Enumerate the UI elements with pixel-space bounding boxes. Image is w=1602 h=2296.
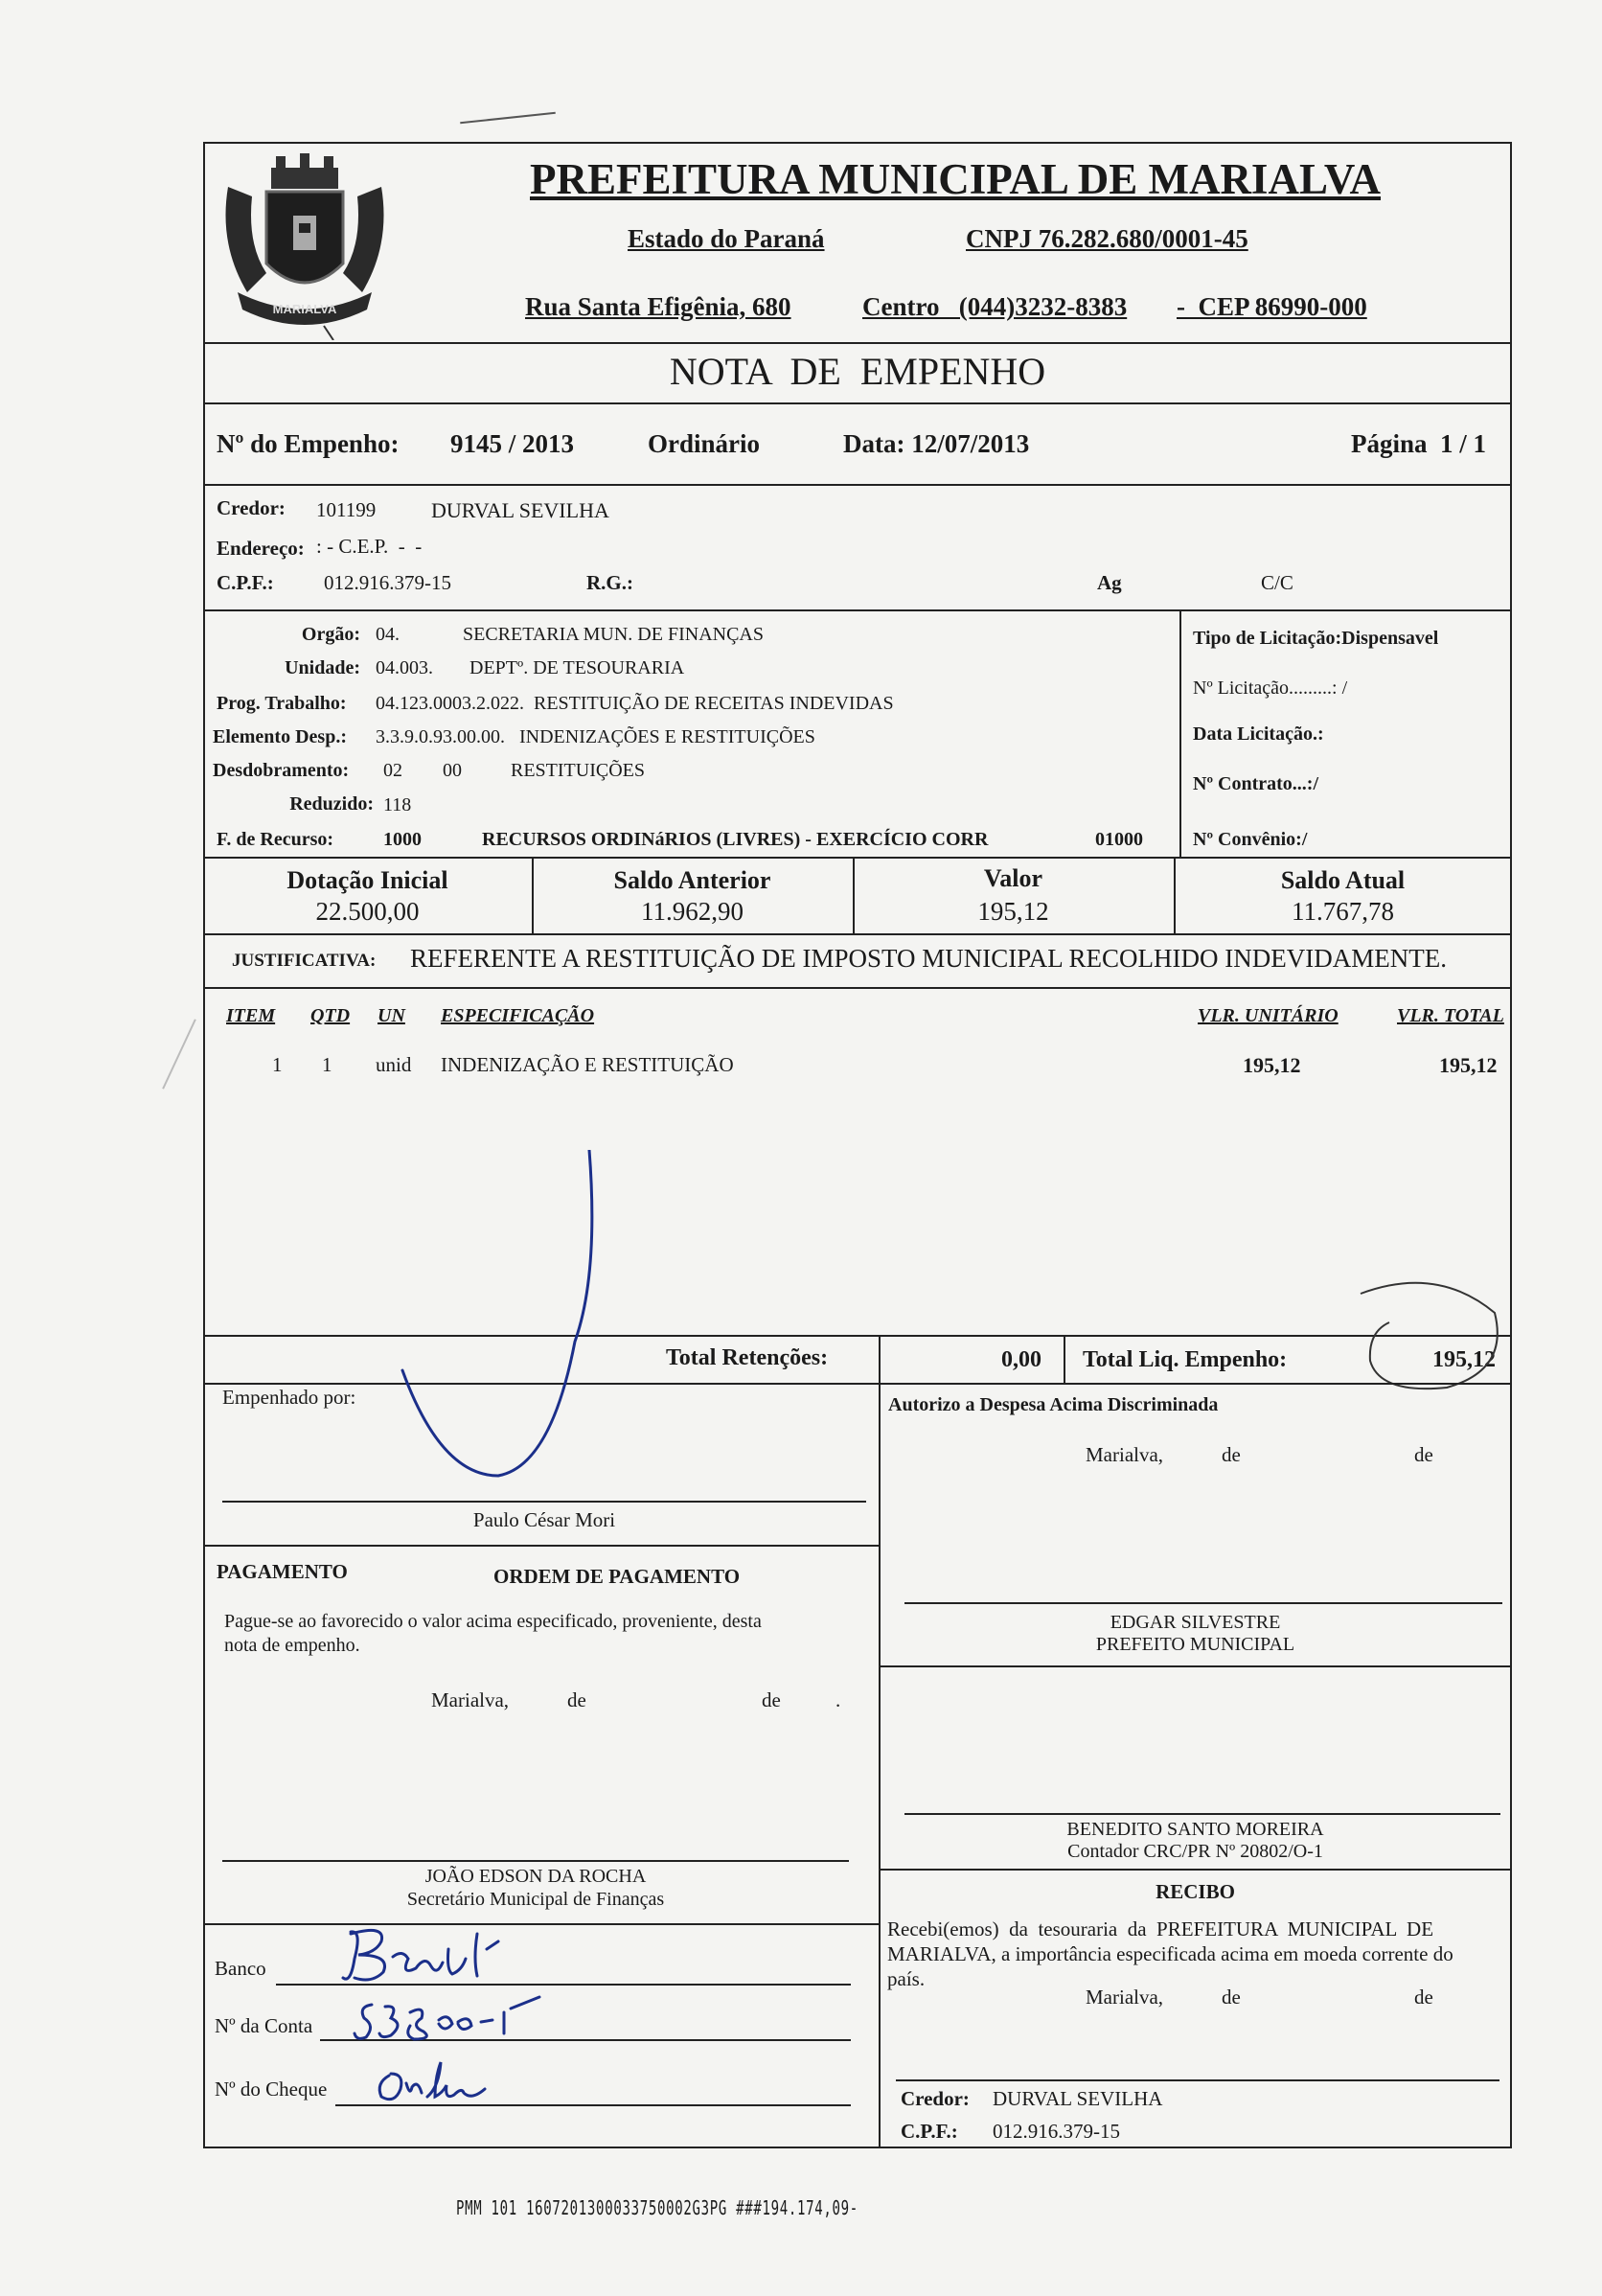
autorizo-de1: de [1222, 1443, 1241, 1466]
reduzido-label: Reduzido: [289, 793, 374, 815]
contrato-numero: Nº Contrato...:/ [1193, 773, 1319, 794]
col-qtd: QTD [310, 1005, 351, 1026]
credor-code: 101199 [316, 498, 377, 521]
pagamento-text-1: Pague-se ao favorecido o valor acima especificado, proveniente, desta [224, 1611, 762, 1632]
district-phone: Centro (044)3232-8383 [862, 292, 1128, 321]
prog-trabalho-value: 04.123.0003.2.022. RESTITUIÇÃO DE RECEITAS INDEVIDAS [376, 693, 894, 714]
recibo-cpf-value: 012.916.379-15 [993, 2120, 1120, 2143]
saldo-anterior-label: Saldo Anterior [613, 866, 771, 894]
recibo-credor-name: DURVAL SEVILHA [993, 2087, 1163, 2110]
unidade-name: DEPTº. DE TESOURARIA [469, 657, 685, 678]
municipality-title: PREFEITURA MUNICIPAL DE MARIALVA [530, 155, 1382, 203]
col-especificacao: ESPECIFICAÇÃO [441, 1005, 595, 1026]
recibo-city: Marialva, [1086, 1986, 1164, 2009]
item-un: unid [376, 1053, 412, 1076]
recurso-name: RECURSOS ORDINáRIOS (LIVRES) - EXERCÍCIO CORR [482, 829, 989, 850]
cc-label: C/C [1261, 571, 1293, 594]
justificativa-label: JUSTIFICATIVA: [232, 951, 377, 971]
item-qtd: 1 [322, 1053, 332, 1076]
empenhado-label: Empenhado por: [222, 1386, 356, 1409]
col-vlr-unitario: VLR. UNITÁRIO [1198, 1005, 1339, 1026]
cheque-label: Nº do Cheque [215, 2078, 328, 2101]
ag-label: Ag [1097, 571, 1122, 594]
scan-mark [460, 112, 556, 124]
address-value: : - C.E.P. - - [316, 535, 423, 558]
pagamento-label: PAGAMENTO [217, 1560, 348, 1583]
cnpj: CNPJ 76.282.680/0001-45 [966, 224, 1248, 253]
street-address: Rua Santa Efigênia, 680 [525, 292, 791, 321]
ordem-pagamento-label: ORDEM DE PAGAMENTO [493, 1565, 741, 1588]
desdobramento-b: 00 [443, 760, 462, 781]
crest-banner-text: MARIALVA [272, 302, 337, 316]
empenho-type: Ordinário [648, 429, 761, 458]
valor-label: Valor [983, 864, 1043, 892]
total-liq-value: 195,12 [1432, 1347, 1496, 1372]
pagamento-text-2: nota de empenho. [224, 1635, 360, 1656]
total-liq-label: Total Liq. Empenho: [1083, 1347, 1288, 1372]
contador-role: Contador CRC/PR Nº 20802/O-1 [1067, 1841, 1323, 1862]
footer-code: PMM 101 1607201300033750002G3PG ###194.174,09- [456, 2196, 858, 2219]
document-title: NOTA DE EMPENHO [669, 350, 1046, 393]
pagamento-de1: de [567, 1688, 586, 1711]
elemento-label: Elemento Desp.: [213, 726, 347, 747]
desdobramento-label: Desdobramento: [213, 760, 350, 781]
justificativa-text: REFERENTE A RESTITUIÇÃO DE IMPOSTO MUNICIPAL RECOLHIDO INDEVIDAMENTE. [410, 944, 1447, 973]
orgao-code: 04. [376, 624, 400, 645]
saldo-anterior-value: 11.962,90 [641, 897, 744, 926]
reduzido-value: 118 [383, 794, 412, 815]
secretario-name: JOÃO EDSON DA ROCHA [424, 1866, 647, 1887]
cpf-label: C.P.F.: [217, 571, 274, 594]
autorizo-de2: de [1414, 1443, 1433, 1466]
recibo-text-2: MARIALVA, a importância especificada acima em moeda corrente do [887, 1942, 1453, 1965]
handwritten-circle [1341, 1274, 1509, 1413]
desdobramento-name: RESTITUIÇÕES [511, 760, 645, 781]
autorizo-city: Marialva, [1086, 1443, 1164, 1466]
elemento-value: 3.3.9.0.93.00.00. INDENIZAÇÕES E RESTITUIÇÕES [376, 726, 815, 747]
state-name: Estado do Paraná [628, 224, 825, 253]
item-number: 1 [272, 1053, 283, 1076]
cheque-handwriting [372, 2058, 506, 2111]
dotacao-label: Dotação Inicial [286, 866, 448, 894]
item-vlr-total: 195,12 [1439, 1053, 1498, 1077]
item-vlr-unitario: 195,12 [1243, 1053, 1301, 1077]
item-especificacao: INDENIZAÇÃO E RESTITUIÇÃO [441, 1053, 734, 1076]
credor-name: DURVAL SEVILHA [431, 498, 609, 522]
saldo-atual-label: Saldo Atual [1280, 866, 1406, 894]
valor-value: 195,12 [977, 897, 1049, 926]
recibo-credor-label: Credor: [901, 2087, 970, 2110]
recibo-text-1: Recebi(emos) da tesouraria da PREFEITURA MUNICIPAL DE [887, 1917, 1434, 1940]
margin-mark [162, 1019, 196, 1089]
licitacao-numero: Nº Licitação.........: / [1193, 677, 1348, 699]
conta-label: Nº da Conta [215, 2014, 313, 2037]
credor-label: Credor: [217, 496, 286, 519]
saldo-atual-value: 11.767,78 [1292, 897, 1394, 926]
conta-handwriting [353, 1995, 554, 2048]
dotacao-value: 22.500,00 [315, 897, 420, 926]
desdobramento-a: 02 [383, 760, 402, 781]
recibo-cpf-label: C.P.F.: [901, 2120, 958, 2143]
recurso-label: F. de Recurso: [217, 829, 334, 850]
pagamento-de2: de [762, 1688, 781, 1711]
col-vlr-total: VLR. TOTAL [1397, 1005, 1504, 1026]
convenio-numero: Nº Convênio:/ [1193, 829, 1308, 850]
contador-name: BENEDITO SANTO MOREIRA [1066, 1819, 1324, 1840]
recurso-number: 01000 [1095, 829, 1143, 850]
rg-label: R.G.: [586, 571, 633, 594]
empenho-date: Data: 12/07/2013 [843, 429, 1030, 458]
recurso-code: 1000 [383, 829, 422, 850]
empenho-label: Nº do Empenho: [217, 429, 400, 458]
recibo-de2: de [1414, 1986, 1433, 2009]
orgao-name: SECRETARIA MUN. DE FINANÇAS [463, 624, 764, 645]
page-number: Página 1 / 1 [1351, 429, 1487, 458]
pagamento-city: Marialva, [431, 1688, 510, 1711]
col-item: ITEM [226, 1005, 276, 1026]
empenhado-signature [383, 1150, 604, 1514]
address-label: Endereço: [217, 537, 305, 560]
banco-label: Banco [215, 1957, 266, 1980]
unidade-label: Unidade: [285, 657, 360, 678]
autorizo-label: Autorizo a Despesa Acima Discriminada [888, 1394, 1219, 1415]
col-un: UN [378, 1005, 405, 1026]
cep: - CEP 86990-000 [1177, 292, 1367, 321]
municipal-crest-logo [209, 149, 400, 340]
recibo-label: RECIBO [1156, 1880, 1235, 1903]
licitacao-data: Data Licitação.: [1193, 723, 1324, 745]
prog-trabalho-label: Prog. Trabalho: [217, 693, 347, 714]
recibo-text-3: país. [887, 1967, 926, 1990]
prefeito-role: PREFEITO MUNICIPAL [1095, 1634, 1295, 1655]
retencoes-value: 0,00 [1001, 1347, 1041, 1372]
orgao-label: Orgão: [301, 624, 360, 645]
recibo-de1: de [1222, 1986, 1241, 2009]
cpf-value: 012.916.379-15 [324, 571, 451, 594]
secretario-role: Secretário Municipal de Finanças [406, 1889, 665, 1910]
pagamento-dot: . [835, 1688, 841, 1711]
prefeito-name: EDGAR SILVESTRE [1110, 1612, 1281, 1633]
empenhado-name: Paulo César Mori [472, 1508, 616, 1531]
unidade-code: 04.003. [376, 657, 433, 678]
retencoes-label: Total Retenções: [666, 1345, 829, 1370]
empenho-number: 9145 / 2013 [450, 429, 575, 458]
banco-handwriting [333, 1920, 506, 1987]
licitacao-tipo: Tipo de Licitação:Dispensavel [1193, 628, 1439, 649]
